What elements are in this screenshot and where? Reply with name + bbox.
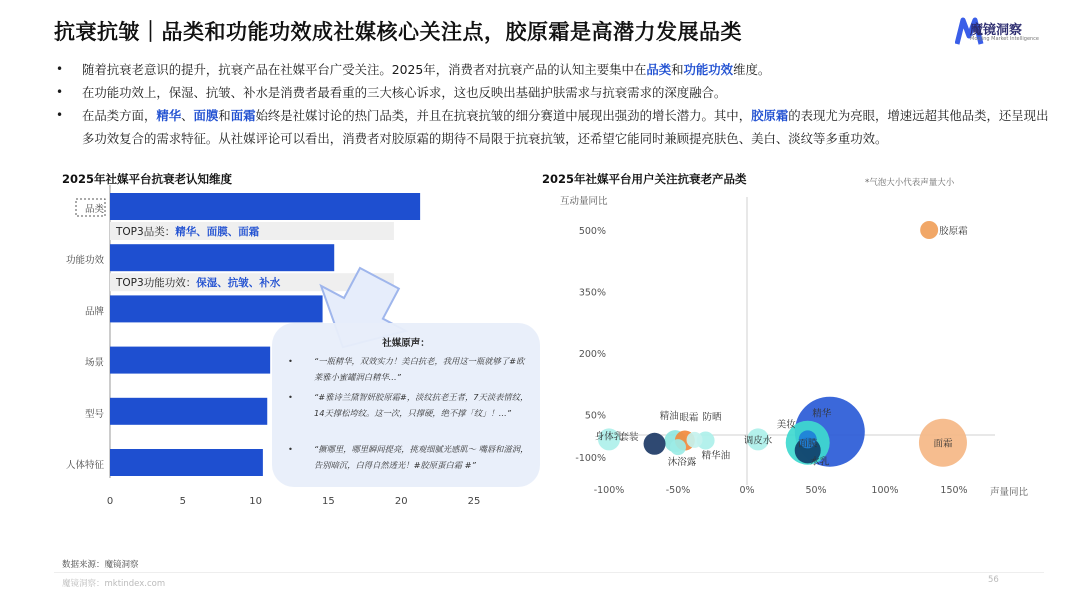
- summary-bullets: [54, 58, 1054, 150]
- category-label: 功能功效: [65, 255, 104, 267]
- bar-型号: [110, 398, 267, 425]
- annotation-text: [115, 225, 260, 238]
- left-chart-title: 2025年社媒平台抗衰老认知维度: [62, 172, 233, 186]
- annotation-label: TOP3品类：: [116, 226, 176, 238]
- highlight-term: 品类: [646, 62, 672, 77]
- bubble-label: 眼霜: [679, 412, 699, 424]
- category-label: 品类: [84, 204, 104, 215]
- category-label: 场景: [84, 357, 104, 369]
- bar-功能功效: [110, 244, 334, 271]
- annotation-value: 精华、面膜、面霜: [175, 226, 260, 238]
- bubble-label: 防晒: [702, 411, 722, 423]
- bubble-label: 沐浴露: [667, 457, 697, 469]
- bullet-text: 随着抗衰老意识的提升，抗衰产品在社媒平台广受关注。2025年，消费者对抗衰产品的认知主要集中在: [82, 62, 647, 77]
- bullet-text: 和: [218, 108, 231, 123]
- x-tick-label: 0%: [739, 485, 755, 496]
- bubble-label: 水乳: [810, 456, 830, 468]
- bullet-text: 维度。: [733, 62, 771, 77]
- bubble-防晒: [687, 432, 703, 448]
- x-tick-label: -100%: [593, 485, 625, 496]
- quote-1: • “一瓶精华，双效实力！美白抗老，我用这一瓶就够了#欧莱雅小蜜罐润白精华...”: [314, 353, 532, 385]
- highlight-term: 精华: [156, 108, 182, 123]
- annotation-value: 保湿、抗皱、补水: [196, 277, 281, 290]
- annotation-text: [115, 276, 281, 289]
- footer-divider: [54, 572, 1044, 573]
- bubble-size-note: *气泡大小代表声量大小: [865, 178, 955, 188]
- bullet-text: 始终是社媒讨论的热门品类，并且在抗衰抗皱的细分赛道中展现出强劲的增长潜力。其中，: [255, 108, 752, 123]
- right-chart-title: 2025年社媒平台用户关注抗衰老产品类: [542, 172, 747, 186]
- x-tick-label: -50%: [665, 485, 691, 496]
- page-number: 56: [988, 575, 999, 585]
- summary-bullet: [54, 58, 1054, 81]
- x-tick-label: 100%: [871, 485, 899, 496]
- highlight-term: 面霜: [230, 108, 256, 123]
- bubble-label: 精油: [659, 411, 679, 423]
- x-tick-label: 20: [394, 496, 408, 507]
- quote-3: • “撅哪里，哪里瞬间提亮，挑观细腻光感肌～ 嘴唇和滋润，告别暗沉，白得自然透光！#胶原蛋白霜 #”: [314, 441, 532, 473]
- summary-bullet: [54, 81, 1054, 104]
- x-tick-label: 50%: [805, 485, 827, 496]
- bullet-text: 的表现尤为亮眼，增速远超其他品类，还呈现出多功效复合的需求特征。从社媒评论可以看出，消费者对胶原霜的期待不局限于抗衰抗皱，还希望它能同时兼顾提亮肤色、美白、淡纹等多重功效。: [82, 108, 1049, 146]
- bubble-胶原霜: [920, 221, 938, 239]
- x-axis-title: 声量同比: [990, 487, 1029, 498]
- bar-品牌: [110, 295, 323, 322]
- y-tick-label: 500%: [578, 226, 606, 237]
- bubble-label: 美妆: [776, 419, 796, 431]
- y-tick-label: 350%: [578, 287, 606, 299]
- bar-场景: [110, 347, 270, 374]
- bubble-label: 面霜: [933, 438, 953, 450]
- highlight-term: 胶原霜: [751, 108, 789, 123]
- bullet-text: 在功能功效上，保湿、抗皱、补水是消费者最看重的三大核心诉求，这也反映出基础护肤需求与抗衰需求的深度融合。: [82, 85, 727, 100]
- y-axis-title: 互动量同比: [560, 196, 608, 207]
- bubble-label: 精华油: [701, 450, 731, 462]
- brand-subtitle: Moojing Market Intelligence: [970, 36, 1040, 42]
- footer-url: 魔镜洞察：mktindex.com: [62, 579, 166, 589]
- bullet-text: 和: [671, 62, 684, 77]
- page-title: 抗衰抗皱｜品类和功能功效成社媒核心关注点，胶原霜是高潜力发展品类: [54, 20, 742, 44]
- brand-name: 魔镜洞察: [970, 23, 1023, 38]
- bubble-label: 面膜: [798, 438, 818, 450]
- bullet-text: 、: [181, 108, 194, 123]
- category-label: 品牌: [84, 306, 104, 318]
- category-label: 型号: [84, 408, 104, 420]
- bubble-沐浴露: [670, 439, 686, 455]
- quote-2: • “#雅诗兰黛智妍胶原霜#，淡纹抗老王者，7天淡表情纹，14天撑松垮纹。这一次，只撑硬，绝不撑「纹」！...”: [314, 389, 532, 421]
- y-tick-label: -100%: [575, 453, 606, 464]
- social-voice-box: [272, 323, 540, 487]
- highlight-term: 功能功效: [683, 62, 734, 77]
- summary-bullet: [54, 104, 1054, 150]
- category-bubble-chart: [540, 185, 1060, 515]
- bubble-套装: [644, 433, 666, 455]
- bubble-label: 精华: [812, 408, 832, 420]
- y-tick-label: 50%: [584, 410, 606, 422]
- bubble-label: 身体乳: [594, 431, 624, 443]
- x-tick-label: 25: [467, 496, 481, 507]
- bubble-label: 套装: [619, 431, 639, 443]
- x-tick-label: 150%: [940, 485, 968, 496]
- y-tick-label: 200%: [578, 349, 606, 360]
- category-label: 人体特征: [65, 460, 104, 471]
- bubble-label: 胶原霜: [939, 226, 968, 237]
- bar-人体特征: [110, 449, 263, 476]
- bubble-label: 调皮水: [743, 435, 773, 447]
- data-source: 数据来源：魔镜洞察: [62, 560, 139, 570]
- annotation-label: TOP3功能功效：: [116, 277, 197, 290]
- bar-品类: [110, 193, 420, 220]
- bullet-text: 在品类方面，: [82, 108, 157, 123]
- social-voice-title: 社媒原声：: [382, 338, 430, 349]
- x-tick-label: 0: [106, 496, 114, 507]
- x-tick-label: 15: [322, 496, 335, 507]
- x-tick-label: 10: [249, 496, 262, 507]
- x-tick-label: 5: [179, 496, 186, 507]
- highlight-term: 面膜: [193, 108, 219, 123]
